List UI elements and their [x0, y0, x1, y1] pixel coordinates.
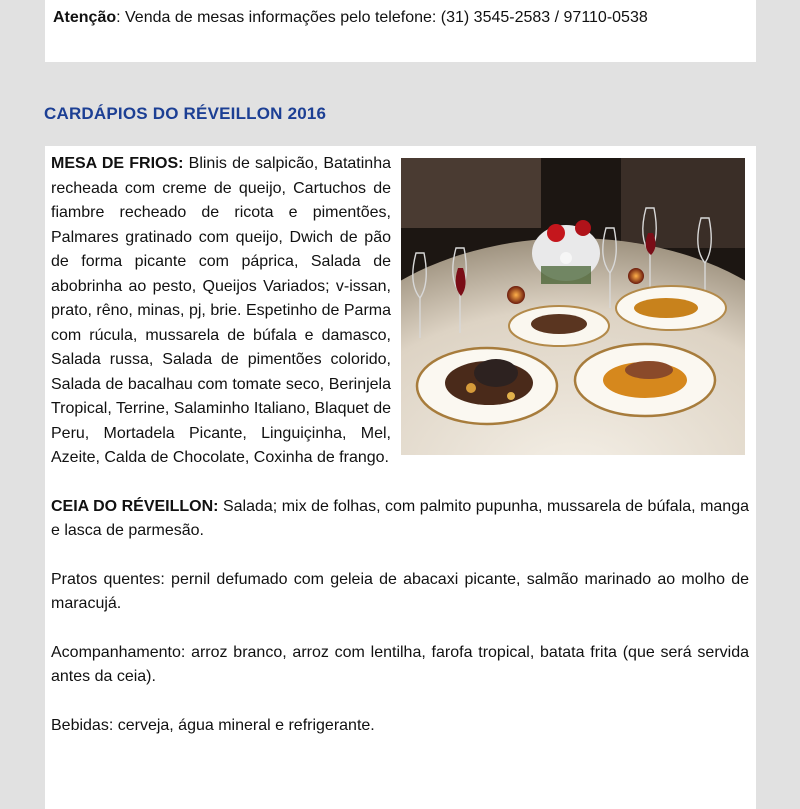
paragraph-frios [51, 152, 749, 471]
frios-text: Blinis de salpicão, Batatinha recheada com creme de queijo, Cartuchos de fiambre recheado de ricota e pimentões, Palmares gratinado com queijo, Dwich de pão de forma picante com páprica, Salada de abobrinha ao pesto, Queijos Variados; v-issan, prato, rêno, minas, pj, brie. Espetinho de Parma com rúcula, mussarela de búfala e damasco, Salada russa, Salada de pimentões colorido, Salada de bacalhau com tomate seco, Berinjela Tropical, Terrine, Salaminho Italiano, Blaquet de Peru, Mortadela Picante, Linguiçinha, Mel, Azeite, Calda de Chocolate, Coxinha de frango. [51, 155, 391, 466]
menu-content-box [45, 146, 756, 809]
notice-line [53, 8, 648, 28]
paragraph-ceia [51, 495, 749, 544]
dinner-table-photo [401, 158, 745, 455]
notice-label: Atenção [53, 9, 117, 26]
ceia-text: Salada; mix de folhas, com palmito pupunha, mussarela de búfala, manga e lasca de parmesão. [51, 497, 749, 539]
paragraph-bebidas: Bebidas: cerveja, água mineral e refrigerante. [51, 716, 375, 734]
paragraph-acompanhamento: Acompanhamento: arroz branco, arroz com lentilha, farofa tropical, batata frita (que será servida antes da ceia). [51, 643, 749, 685]
ceia-label: CEIA DO RÉVEILLON: [51, 497, 219, 515]
frios-label: MESA DE FRIOS: [51, 155, 184, 172]
notice-box [45, 0, 756, 62]
section-title: CARDÁPIOS DO RÉVEILLON 2016 [44, 104, 327, 123]
notice-text: : Venda de mesas informações pelo telefone: (31) 3545-2583 / 97110-0538 [116, 9, 648, 26]
paragraph-pratos: Pratos quentes: pernil defumado com geleia de abacaxi picante, salmão marinado ao molho de maracujá. [51, 570, 749, 612]
